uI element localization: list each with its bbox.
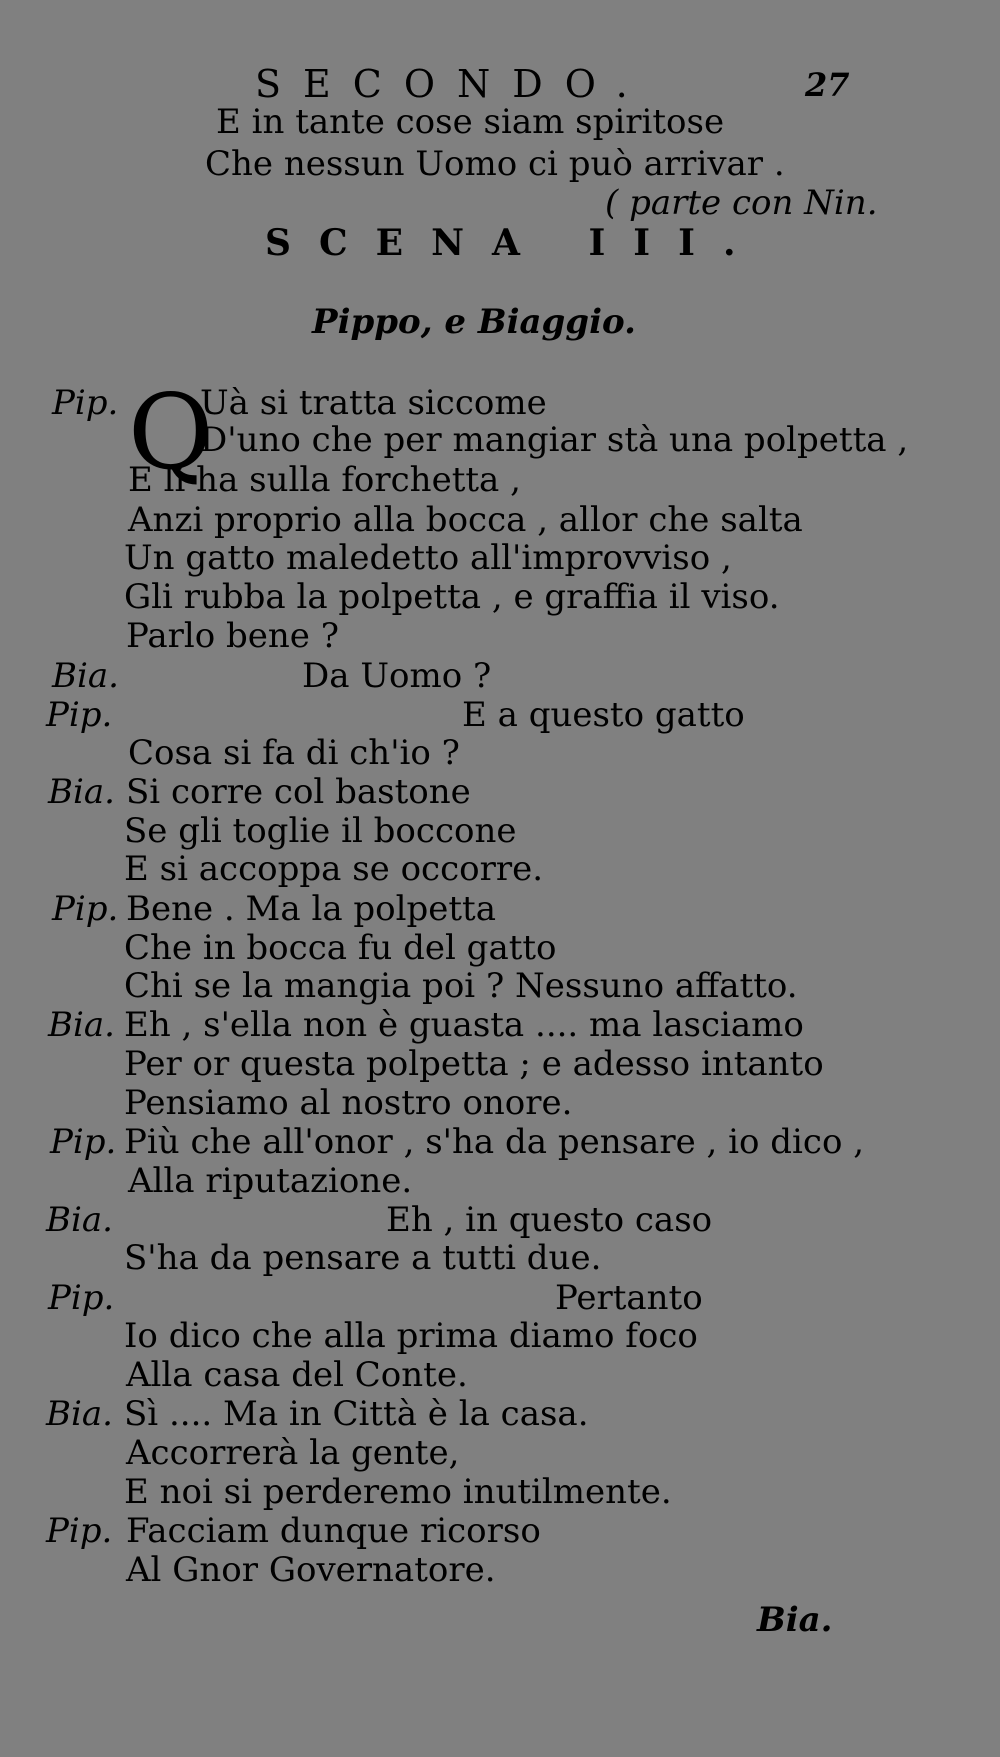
dialogue-line: Si corre col bastone: [126, 772, 471, 812]
scene-characters: Pippo, e Biaggio.: [312, 302, 636, 342]
dialogue-line: Più che all'onor , s'ha da pensare , io dico ,: [124, 1122, 865, 1162]
speaker-label: Pip.: [52, 889, 119, 929]
dialogue-line: Da Uomo ?: [302, 656, 492, 696]
dialogue-line: Io dico che alla prima diamo foco: [124, 1316, 698, 1356]
verse-line: E in tante cose siam spiritose: [216, 102, 725, 142]
dialogue-line: Facciam dunque ricorso: [126, 1511, 541, 1551]
verse-line: Che nessun Uomo ci può arrivar .: [205, 144, 785, 184]
dialogue-line: Chi se la mangia poi ? Nessuno affatto.: [124, 966, 798, 1006]
speaker-label: Pip.: [52, 383, 119, 423]
dialogue-line: Se gli toglie il boccone: [124, 811, 517, 851]
dialogue-line: Alla riputazione.: [128, 1161, 413, 1201]
dialogue-line: Pensiamo al nostro onore.: [124, 1083, 573, 1123]
dialogue-line: Alla casa del Conte.: [126, 1355, 468, 1395]
dialogue-line: E si accoppa se occorre.: [124, 849, 544, 889]
dialogue-line: Eh , in questo caso: [386, 1200, 713, 1240]
dialogue-line: Pertanto: [555, 1278, 703, 1318]
dialogue-line: Sì .... Ma in Città è la casa.: [124, 1394, 589, 1434]
dialogue-line: E noi si perderemo inutilmente.: [124, 1472, 672, 1512]
dialogue-line: Accorrerà la gente,: [126, 1433, 460, 1473]
dialogue-line: E a questo gatto: [462, 695, 745, 735]
dialogue-line: Un gatto maledetto all'improvviso ,: [124, 538, 732, 578]
stage-direction: ( parte con Nin.: [605, 183, 878, 223]
speaker-label: Bia.: [46, 1200, 113, 1240]
dialogue-line: Anzi proprio alla bocca , allor che salta: [128, 500, 803, 540]
dialogue-line: S'ha da pensare a tutti due.: [124, 1238, 602, 1278]
dialogue-line: Che in bocca fu del gatto: [124, 928, 557, 968]
speaker-label: Bia.: [48, 1005, 115, 1045]
dialogue-line: Bene . Ma la polpetta: [126, 889, 496, 929]
dialogue-line: Al Gnor Governatore.: [126, 1550, 496, 1590]
dialogue-line: E li ha sulla forchetta ,: [128, 460, 521, 500]
dialogue-line: Parlo bene ?: [126, 616, 339, 656]
page-number: 27: [805, 66, 850, 104]
running-header-title: SECONDO.: [255, 62, 650, 106]
dialogue-line: Eh , s'ella non è guasta .... ma lasciamo: [124, 1005, 804, 1045]
speaker-label: Pip.: [46, 695, 113, 735]
dialogue-line: Cosa si fa di ch'io ?: [128, 733, 460, 773]
dialogue-line: D'uno che per mangiar stà una polpetta ,: [200, 420, 909, 460]
dialogue-line: Uà si tratta siccome: [200, 383, 547, 423]
drop-cap: Q: [128, 371, 214, 493]
dialogue-line: Per or questa polpetta ; e adesso intanto: [124, 1044, 824, 1084]
speaker-label: Pip.: [48, 1278, 115, 1318]
speaker-label: Bia.: [52, 656, 119, 696]
scene-heading: SCENA III.: [265, 222, 764, 264]
dialogue-line: Gli rubba la polpetta , e graffia il viso.: [124, 577, 780, 617]
speaker-label: Bia.: [48, 772, 115, 812]
speaker-label: Bia.: [46, 1394, 113, 1434]
speaker-label: Pip.: [46, 1511, 113, 1551]
catchword: Bia.: [757, 1600, 833, 1640]
speaker-label: Pip.: [50, 1122, 117, 1162]
